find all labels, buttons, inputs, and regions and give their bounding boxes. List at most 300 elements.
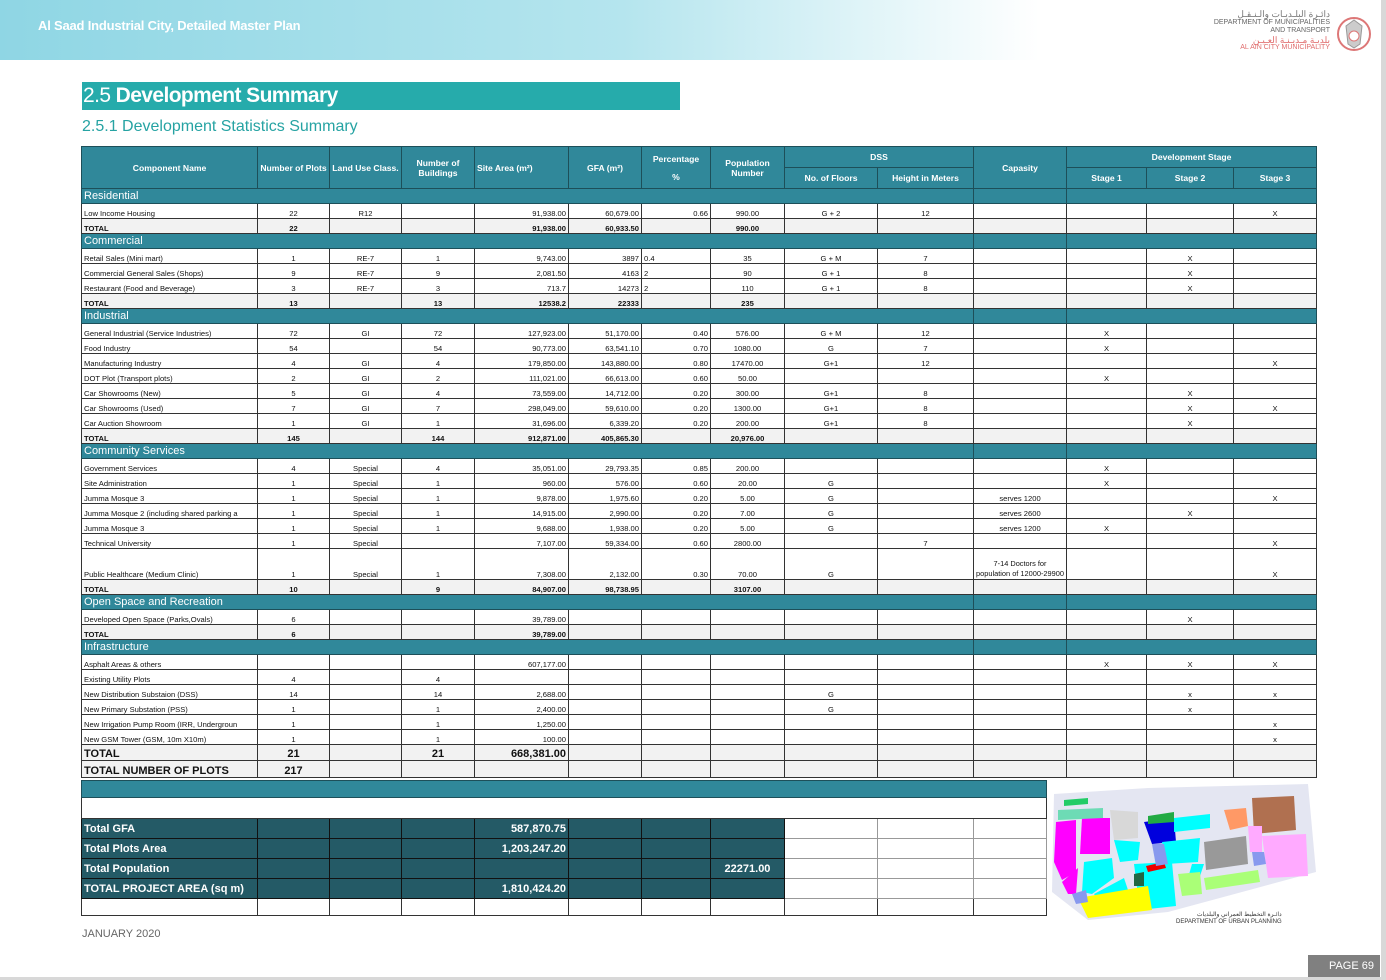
- cell-population: 20,976.00: [711, 429, 785, 444]
- summary-end-row: [82, 899, 1047, 916]
- cell-floors: [785, 745, 878, 761]
- header-percentage-unit: %: [672, 171, 680, 182]
- cell-population: 3107.00: [711, 580, 785, 595]
- summary-population: [711, 879, 785, 899]
- cell-height: [878, 549, 974, 580]
- empty-cell: [642, 879, 711, 899]
- cell-height: [878, 700, 974, 715]
- cell-site-area: 2,688.00: [475, 685, 569, 700]
- summary-row: [82, 879, 1047, 899]
- cell-stage-1: [1067, 354, 1147, 369]
- cell-buildings: 1: [402, 489, 475, 504]
- cell-land-use: [330, 429, 402, 444]
- header-land-use: Land Use Class.: [330, 147, 402, 189]
- cell-component: Food Industry: [82, 339, 258, 354]
- cell-capacity: [974, 399, 1067, 414]
- cell-floors: G: [785, 474, 878, 489]
- header-gfa: GFA (m²): [569, 147, 642, 189]
- cell-buildings: 1: [402, 249, 475, 264]
- cell-percentage: [642, 625, 711, 640]
- cell-component: TOTAL: [82, 625, 258, 640]
- empty-cell: [785, 879, 878, 899]
- cell-stage-1: X: [1067, 324, 1147, 339]
- cell-stage-1: [1067, 294, 1147, 309]
- cell-population: 576.00: [711, 324, 785, 339]
- header-component: Component Name: [82, 147, 258, 189]
- empty-cell: [785, 819, 878, 839]
- empty-cell: [974, 761, 1067, 778]
- empty-cell: [878, 819, 974, 839]
- empty-cell: [402, 761, 475, 778]
- cell-stage-2: x: [1147, 685, 1234, 700]
- section-capacity-cell: [974, 444, 1067, 459]
- empty-cell: [569, 761, 642, 778]
- cell-capacity: [974, 279, 1067, 294]
- table-row: [82, 279, 1317, 294]
- cell-percentage: 2: [642, 279, 711, 294]
- cell-land-use: GI: [330, 399, 402, 414]
- cell-floors: [785, 715, 878, 730]
- municipality-logo: [1214, 10, 1372, 60]
- section-stage-cell: [1067, 189, 1317, 204]
- cell-stage-1: X: [1067, 459, 1147, 474]
- cell-percentage: 0.80: [642, 354, 711, 369]
- cell-capacity: [974, 534, 1067, 549]
- footer-date: JANUARY 2020: [82, 928, 161, 940]
- cell-land-use: GI: [330, 384, 402, 399]
- cell-gfa: 51,170.00: [569, 324, 642, 339]
- cell-plots: 1: [258, 519, 330, 534]
- cell-percentage: 0.40: [642, 324, 711, 339]
- cell-floors: G: [785, 504, 878, 519]
- cell-population: [711, 610, 785, 625]
- cell-height: [878, 625, 974, 640]
- cell-gfa: 59,610.00: [569, 399, 642, 414]
- cell-floors: G: [785, 700, 878, 715]
- cell-site-area: 9,688.00: [475, 519, 569, 534]
- cell-capacity: [974, 369, 1067, 384]
- total-row: [82, 625, 1317, 640]
- cell-buildings: 2: [402, 369, 475, 384]
- table-row: [82, 474, 1317, 489]
- cell-stage-3: [1234, 519, 1317, 534]
- cell-population: [711, 685, 785, 700]
- cell-stage-1: [1067, 429, 1147, 444]
- cell-stage-2: [1147, 369, 1234, 384]
- table-row: [82, 549, 1317, 580]
- table-row: [82, 730, 1317, 745]
- cell-buildings: 144: [402, 429, 475, 444]
- cell-population: 1080.00: [711, 339, 785, 354]
- cell-height: 8: [878, 399, 974, 414]
- cell-stage-3: X: [1234, 489, 1317, 504]
- cell-floors: [785, 459, 878, 474]
- cell-percentage: 0.20: [642, 414, 711, 429]
- cell-site-area: 39,789.00: [475, 625, 569, 640]
- cell-percentage: 0.85: [642, 459, 711, 474]
- cell-floors: [785, 610, 878, 625]
- cell-capacity: [974, 670, 1067, 685]
- cell-population: 70.00: [711, 549, 785, 580]
- total-row: [82, 294, 1317, 309]
- cell-stage-1: [1067, 580, 1147, 595]
- cell-site-area: 127,923.00: [475, 324, 569, 339]
- cell-land-use: [330, 580, 402, 595]
- header-development-stage: Development Stage: [1067, 147, 1317, 168]
- empty-cell: [878, 761, 974, 778]
- cell-stage-1: X: [1067, 339, 1147, 354]
- cell-height: 8: [878, 279, 974, 294]
- cell-plots: 5: [258, 384, 330, 399]
- cell-plots: 4: [258, 354, 330, 369]
- cell-gfa: [569, 745, 642, 761]
- cell-height: 12: [878, 354, 974, 369]
- cell-site-area: 2,081.50: [475, 264, 569, 279]
- cell-stage-1: X: [1067, 519, 1147, 534]
- logo-english-1: DEPARTMENT OF MUNICIPALITIES: [1213, 18, 1330, 26]
- document-title: Al Saad Industrial City, Detailed Master Plan: [38, 18, 301, 33]
- empty-cell: [642, 899, 711, 916]
- master-plan-map: [1048, 782, 1320, 922]
- cell-buildings: 4: [402, 384, 475, 399]
- cell-stage-2: X: [1147, 249, 1234, 264]
- cell-height: [878, 519, 974, 534]
- cell-site-area: 91,938.00: [475, 219, 569, 234]
- cell-land-use: [330, 730, 402, 745]
- cell-stage-2: [1147, 730, 1234, 745]
- cell-plots: 10: [258, 580, 330, 595]
- cell-gfa: 66,613.00: [569, 369, 642, 384]
- cell-component: TOTAL: [82, 294, 258, 309]
- cell-component: Government Services: [82, 459, 258, 474]
- empty-cell: [974, 839, 1047, 859]
- cell-stage-3: [1234, 279, 1317, 294]
- summary-site-area: 587,870.75: [475, 819, 569, 839]
- cell-gfa: 98,738.95: [569, 580, 642, 595]
- cell-gfa: 143,880.00: [569, 354, 642, 369]
- cell-population: [711, 745, 785, 761]
- cell-population: 110: [711, 279, 785, 294]
- cell-percentage: 0.60: [642, 369, 711, 384]
- cell-stage-3: [1234, 670, 1317, 685]
- cell-stage-2: x: [1147, 700, 1234, 715]
- summary-site-area: [475, 859, 569, 879]
- cell-floors: G + 1: [785, 264, 878, 279]
- cell-stage-2: X: [1147, 384, 1234, 399]
- cell-component: DOT Plot (Transport plots): [82, 369, 258, 384]
- cell-population: 990.00: [711, 204, 785, 219]
- summary-row: [82, 819, 1047, 839]
- cell-land-use: GI: [330, 414, 402, 429]
- cell-percentage: [642, 670, 711, 685]
- cell-height: [878, 504, 974, 519]
- cell-land-use: GI: [330, 324, 402, 339]
- empty-cell: [974, 819, 1047, 839]
- section-row: [82, 640, 1317, 655]
- cell-buildings: 1: [402, 474, 475, 489]
- cell-component: New Irrigation Pump Room (IRR, Undergroun: [82, 715, 258, 730]
- cell-site-area: 84,907.00: [475, 580, 569, 595]
- cell-buildings: 21: [402, 745, 475, 761]
- cell-site-area: 713.7: [475, 279, 569, 294]
- cell-component: Jumma Mosque 3: [82, 489, 258, 504]
- cell-gfa: [569, 685, 642, 700]
- cell-gfa: [569, 730, 642, 745]
- cell-gfa: 2,132.00: [569, 549, 642, 580]
- cell-stage-1: [1067, 204, 1147, 219]
- summary-population: [711, 839, 785, 859]
- cell-height: [878, 715, 974, 730]
- cell-capacity: [974, 474, 1067, 489]
- cell-buildings: 3: [402, 279, 475, 294]
- cell-stage-2: [1147, 549, 1234, 580]
- cell-buildings: 1: [402, 519, 475, 534]
- cell-capacity: [974, 715, 1067, 730]
- logo-arabic-1: دائـرة البلـديـات والـنـقـل: [1237, 9, 1330, 19]
- cell-plots: 145: [258, 429, 330, 444]
- page-number: PAGE 69: [1308, 955, 1380, 978]
- cell-site-area: 179,850.00: [475, 354, 569, 369]
- cell-height: 8: [878, 384, 974, 399]
- cell-stage-3: [1234, 324, 1317, 339]
- cell-land-use: Special: [330, 534, 402, 549]
- cell-site-area: 90,773.00: [475, 339, 569, 354]
- table-row: [82, 369, 1317, 384]
- summary-population: [711, 819, 785, 839]
- cell-gfa: [569, 625, 642, 640]
- cell-stage-1: [1067, 670, 1147, 685]
- cell-gfa: 60,679.00: [569, 204, 642, 219]
- cell-gfa: 29,793.35: [569, 459, 642, 474]
- cell-plots: 1: [258, 700, 330, 715]
- cell-percentage: [642, 685, 711, 700]
- cell-plots: 1: [258, 489, 330, 504]
- summary-spacer: [82, 798, 1047, 819]
- cell-component: Public Healthcare (Medium Clinic): [82, 549, 258, 580]
- cell-capacity: [974, 264, 1067, 279]
- empty-cell: [878, 899, 974, 916]
- table-row: [82, 519, 1317, 534]
- cell-buildings: 1: [402, 504, 475, 519]
- cell-percentage: 0.20: [642, 489, 711, 504]
- cell-capacity: [974, 294, 1067, 309]
- table-row: [82, 715, 1317, 730]
- section-stage-cell: [1067, 444, 1317, 459]
- cell-height: [878, 459, 974, 474]
- cell-plots: 4: [258, 670, 330, 685]
- cell-floors: G: [785, 519, 878, 534]
- cell-population: 50.00: [711, 369, 785, 384]
- credit-arabic: دائـرة التخطيط العمراني والبلديات: [1196, 912, 1282, 918]
- cell-stage-1: [1067, 625, 1147, 640]
- empty-cell: [330, 819, 402, 839]
- cell-stage-1: [1067, 715, 1147, 730]
- cell-floors: [785, 670, 878, 685]
- logo-english-3: AL AIN CITY MUNICIPALITY: [1240, 44, 1330, 51]
- cell-population: [711, 715, 785, 730]
- cell-stage-3: [1234, 700, 1317, 715]
- cell-percentage: 0.20: [642, 384, 711, 399]
- cell-height: [878, 474, 974, 489]
- cell-stage-3: X: [1234, 549, 1317, 580]
- empty-cell: [569, 839, 642, 859]
- cell-capacity: [974, 384, 1067, 399]
- cell-percentage: [642, 715, 711, 730]
- cell-land-use: RE-7: [330, 279, 402, 294]
- section-capacity-cell: [974, 189, 1067, 204]
- empty-cell: [402, 879, 475, 899]
- cell-stage-1: [1067, 730, 1147, 745]
- header-population: Population Number: [711, 147, 785, 189]
- cell-stage-1: [1067, 610, 1147, 625]
- cell-stage-3: [1234, 414, 1317, 429]
- empty-cell: [258, 879, 330, 899]
- empty-cell: [330, 839, 402, 859]
- summary-label: Total GFA: [82, 819, 258, 839]
- summary-label: TOTAL PROJECT AREA (sq m): [82, 879, 258, 899]
- table-row: [82, 354, 1317, 369]
- cell-capacity: [974, 685, 1067, 700]
- grand-total-value: 217: [258, 761, 330, 778]
- cell-site-area: 111,021.00: [475, 369, 569, 384]
- section-capacity-cell: [974, 234, 1067, 249]
- cell-stage-3: x: [1234, 685, 1317, 700]
- cell-component: Car Showrooms (New): [82, 384, 258, 399]
- cell-buildings: 4: [402, 459, 475, 474]
- cell-stage-3: x: [1234, 730, 1317, 745]
- cell-stage-3: [1234, 580, 1317, 595]
- cell-gfa: 14,712.00: [569, 384, 642, 399]
- cell-site-area: 7,107.00: [475, 534, 569, 549]
- cell-buildings: 1: [402, 700, 475, 715]
- cell-capacity: serves 1200: [974, 519, 1067, 534]
- empty-cell: [642, 819, 711, 839]
- cell-stage-2: X: [1147, 399, 1234, 414]
- empty-cell: [974, 899, 1047, 916]
- cell-stage-3: x: [1234, 715, 1317, 730]
- header-percentage: [642, 147, 711, 189]
- cell-buildings: 14: [402, 685, 475, 700]
- table-row: [82, 324, 1317, 339]
- cell-land-use: RE-7: [330, 264, 402, 279]
- cell-stage-3: [1234, 625, 1317, 640]
- cell-site-area: 298,049.00: [475, 399, 569, 414]
- cell-stage-1: [1067, 384, 1147, 399]
- cell-capacity: serves 1200: [974, 489, 1067, 504]
- cell-percentage: [642, 580, 711, 595]
- cell-gfa: [569, 670, 642, 685]
- cell-population: 990.00: [711, 219, 785, 234]
- empty-cell: [785, 761, 878, 778]
- cell-land-use: Special: [330, 459, 402, 474]
- cell-land-use: RE-7: [330, 249, 402, 264]
- cell-land-use: [330, 685, 402, 700]
- cell-stage-3: X: [1234, 354, 1317, 369]
- cell-stage-1: [1067, 264, 1147, 279]
- cell-plots: [258, 655, 330, 670]
- header-buildings: Number of Buildings: [402, 147, 475, 189]
- cell-floors: G+1: [785, 354, 878, 369]
- cell-stage-2: [1147, 474, 1234, 489]
- cell-buildings: 9: [402, 264, 475, 279]
- cell-population: 5.00: [711, 519, 785, 534]
- cell-plots: 2: [258, 369, 330, 384]
- cell-gfa: 405,865.30: [569, 429, 642, 444]
- cell-stage-3: [1234, 429, 1317, 444]
- header-stage-2: Stage 2: [1147, 168, 1234, 189]
- credit-english: DEPARTMENT OF URBAN PLANNING: [1176, 919, 1282, 925]
- cell-floors: [785, 580, 878, 595]
- section-row: [82, 444, 1317, 459]
- cell-stage-3: X: [1234, 399, 1317, 414]
- empty-cell: [402, 859, 475, 879]
- summary-row: [82, 859, 1047, 879]
- cell-population: 200.00: [711, 459, 785, 474]
- table-row: [82, 264, 1317, 279]
- emblem-icon: [1336, 10, 1372, 60]
- logo-english-2: AND TRANSPORT: [1270, 27, 1330, 34]
- cell-stage-1: [1067, 249, 1147, 264]
- cell-gfa: 2,990.00: [569, 504, 642, 519]
- cell-component: General Industrial (Service Industries): [82, 324, 258, 339]
- cell-site-area: [475, 670, 569, 685]
- empty-cell: [330, 879, 402, 899]
- empty-cell: [642, 761, 711, 778]
- cell-stage-3: [1234, 339, 1317, 354]
- empty-cell: [785, 859, 878, 879]
- cell-stage-3: [1234, 745, 1317, 761]
- table-row: [82, 459, 1317, 474]
- cell-height: [878, 294, 974, 309]
- section-label: Open Space and Recreation: [82, 595, 974, 610]
- cell-stage-1: X: [1067, 474, 1147, 489]
- cell-land-use: GI: [330, 369, 402, 384]
- cell-percentage: [642, 700, 711, 715]
- cell-capacity: [974, 700, 1067, 715]
- cell-percentage: 2: [642, 264, 711, 279]
- empty-cell: [258, 859, 330, 879]
- empty-cell: [402, 899, 475, 916]
- cell-component: Jumma Mosque 2 (including shared parking a: [82, 504, 258, 519]
- summary-row: [82, 839, 1047, 859]
- cell-stage-1: [1067, 219, 1147, 234]
- cell-height: [878, 219, 974, 234]
- top-banner: [0, 0, 1386, 60]
- cell-stage-1: [1067, 489, 1147, 504]
- cell-percentage: 0.20: [642, 399, 711, 414]
- cell-percentage: [642, 219, 711, 234]
- cell-floors: G+1: [785, 384, 878, 399]
- cell-height: 7: [878, 339, 974, 354]
- cell-capacity: [974, 429, 1067, 444]
- section-stage-cell: [1067, 309, 1317, 324]
- cell-plots: 1: [258, 549, 330, 580]
- cell-capacity: [974, 249, 1067, 264]
- cell-stage-1: [1067, 685, 1147, 700]
- header-capacity: Capasity: [974, 147, 1067, 189]
- cell-height: [878, 685, 974, 700]
- cell-site-area: 35,051.00: [475, 459, 569, 474]
- cell-stage-3: [1234, 369, 1317, 384]
- section-stage-cell: [1067, 640, 1317, 655]
- cell-population: 5.00: [711, 489, 785, 504]
- cell-stage-3: [1234, 249, 1317, 264]
- cell-capacity: [974, 414, 1067, 429]
- cell-stage-2: X: [1147, 610, 1234, 625]
- cell-site-area: 9,878.00: [475, 489, 569, 504]
- empty-cell: [475, 899, 569, 916]
- cell-percentage: 0.20: [642, 504, 711, 519]
